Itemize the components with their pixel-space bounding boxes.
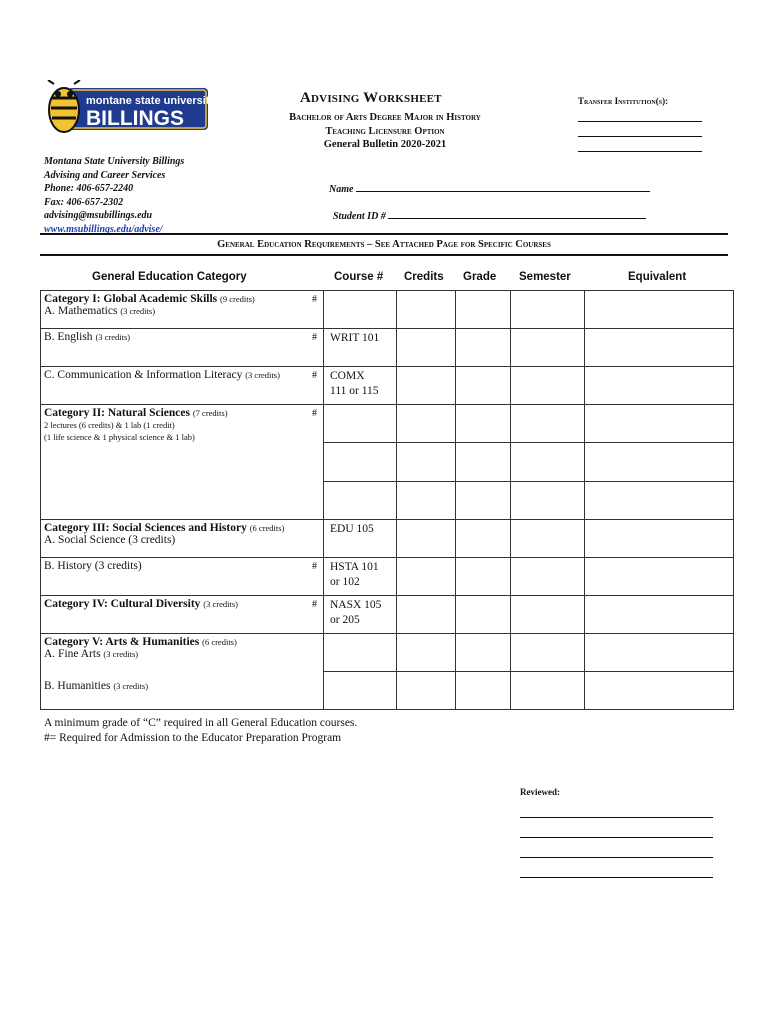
semester-cell[interactable] (511, 367, 585, 405)
grade-cell[interactable] (456, 596, 511, 634)
cat2-note-1: 2 lectures (6 credits) & 1 lab (1 credit) (44, 420, 175, 430)
transfer-line-2[interactable] (578, 136, 702, 137)
semester-cell[interactable] (511, 558, 585, 596)
cat5-b-label: B. Humanities (44, 679, 111, 692)
cat4-credits: (3 credits) (203, 599, 238, 609)
semester-cell[interactable] (511, 520, 585, 558)
equivalent-cell[interactable] (585, 482, 734, 520)
semester-cell[interactable] (511, 596, 585, 634)
cat5-a-label: A. Fine Arts (44, 648, 101, 660)
course-cell[interactable] (324, 405, 397, 443)
cat3-credits: (6 credits) (249, 523, 285, 533)
course-cell[interactable] (324, 558, 397, 596)
reviewed-line-1[interactable] (520, 817, 713, 818)
cat3-title: Category III: Social Sciences and History (44, 522, 247, 534)
grade-cell[interactable] (456, 482, 511, 520)
grade-cell[interactable] (456, 405, 511, 443)
cell-cat5-humanities (41, 672, 324, 710)
equivalent-cell[interactable] (585, 672, 734, 710)
student-id-input-line[interactable] (388, 208, 646, 219)
note-hash-legend: #= Required for Admission to the Educator Preparation Program (44, 732, 342, 744)
cat2-title: Category II: Natural Sciences (44, 407, 190, 419)
course-cell[interactable] (324, 634, 397, 672)
cell-cat4-diversity (41, 596, 324, 634)
table-row (41, 367, 734, 405)
col-header-grade: Grade (463, 271, 497, 283)
course-cell[interactable] (324, 291, 397, 329)
equivalent-cell[interactable] (585, 520, 734, 558)
equivalent-cell[interactable] (585, 367, 734, 405)
cat3-b-label: B. History (3 credits) (44, 560, 142, 572)
cat1-c-label: C. Communication & Information Literacy (44, 369, 243, 381)
course-code: WRIT 101 (330, 332, 380, 344)
required-hash: # (312, 408, 317, 419)
table-row (41, 558, 734, 596)
course-cell[interactable] (324, 367, 397, 405)
student-id-field (333, 208, 646, 222)
cat1-a-credits: (3 credits) (120, 306, 156, 316)
contact-block (44, 155, 184, 236)
cat5-b-credits: (3 credits) (113, 680, 149, 691)
col-header-credits: Credits (404, 271, 444, 283)
equivalent-cell[interactable] (585, 634, 734, 672)
reviewed-line-3[interactable] (520, 857, 713, 858)
required-hash: # (312, 332, 317, 343)
course-code: NASX 105 (330, 599, 382, 611)
equivalent-cell[interactable] (585, 291, 734, 329)
semester-cell[interactable] (511, 634, 585, 672)
student-id-label: Student ID # (333, 211, 386, 222)
table-row (41, 405, 734, 443)
table-row (41, 672, 734, 710)
credits-cell[interactable] (397, 482, 456, 520)
semester-cell[interactable] (511, 482, 585, 520)
cell-cat3-socsci (41, 520, 324, 558)
subtitle (254, 111, 516, 152)
contact-website-link[interactable]: www.msubillings.edu/advise/ (44, 223, 163, 235)
msu-billings-logo (46, 80, 210, 140)
cat5-credits: (6 credits) (202, 637, 237, 647)
course-code: COMX (330, 370, 365, 382)
credits-cell[interactable] (397, 558, 456, 596)
grade-cell[interactable] (456, 672, 511, 710)
cell-cat1-comm (41, 367, 324, 405)
subtitle-line-1: Bachelor of Arts Degree Major in History (289, 112, 481, 123)
required-hash: # (312, 561, 317, 572)
transfer-line-1[interactable] (578, 121, 702, 122)
cat1-a-label: A. Mathematics (44, 305, 118, 317)
table-row (41, 520, 734, 558)
grade-cell[interactable] (456, 634, 511, 672)
col-header-course: Course # (334, 271, 384, 283)
subtitle-line-3: General Bulletin 2020-2021 (323, 139, 447, 150)
contact-phone: Phone: 406-657-2240 (44, 183, 134, 194)
semester-cell[interactable] (511, 329, 585, 367)
col-header-semester: Semester (519, 271, 571, 283)
contact-dept: Advising and Career Services (44, 169, 166, 181)
name-field (329, 181, 650, 195)
credits-cell[interactable] (397, 291, 456, 329)
table-row (41, 596, 734, 634)
required-hash: # (312, 599, 317, 610)
equivalent-cell[interactable] (585, 596, 734, 634)
equivalent-cell[interactable] (585, 443, 734, 482)
grade-cell[interactable] (456, 367, 511, 405)
course-code-alt: 111 or 115 (330, 385, 379, 397)
cat1-c-credits: (3 credits) (245, 370, 280, 380)
equivalent-cell[interactable] (585, 405, 734, 443)
course-cell[interactable] (324, 520, 397, 558)
course-cell[interactable] (324, 329, 397, 367)
required-hash: # (312, 294, 317, 305)
cat1-b-credits: (3 credits) (95, 332, 131, 342)
credits-cell[interactable] (397, 596, 456, 634)
divider-top (40, 233, 728, 235)
subtitle-line-2: Teaching Licensure Option (325, 125, 445, 137)
grade-cell[interactable] (456, 558, 511, 596)
section-heading: General Education Requirements – See Attached Page for Specific Courses (217, 239, 551, 250)
semester-cell[interactable] (511, 443, 585, 482)
cat4-title: Category IV: Cultural Diversity (44, 598, 201, 610)
course-cell[interactable] (324, 443, 397, 482)
grade-cell[interactable] (456, 329, 511, 367)
cell-cat5-finearts (41, 634, 324, 672)
grade-cell[interactable] (456, 520, 511, 558)
col-header-equivalent: Equivalent (628, 271, 687, 283)
cell-cat1-english (41, 329, 324, 367)
course-cell[interactable] (324, 482, 397, 520)
table-row (41, 634, 734, 672)
page-title: Advising Worksheet (300, 90, 442, 106)
credits-cell[interactable] (397, 367, 456, 405)
contact-fax: Fax: 406-657-2302 (44, 196, 124, 208)
cell-cat2-natsci (41, 405, 324, 520)
grade-cell[interactable] (456, 443, 511, 482)
cat2-credits: (7 credits) (192, 408, 228, 418)
logo-text-top: montane state university (86, 95, 210, 107)
cat1-b-label: B. English (44, 331, 93, 343)
grade-cell[interactable] (456, 291, 511, 329)
transfer-line-3[interactable] (578, 151, 702, 152)
cat2-note-2: (1 life science & 1 physical science & 1 lab) (44, 432, 195, 442)
name-label: Name (329, 184, 354, 195)
cat1-credits: (9 credits) (220, 294, 255, 304)
credits-cell[interactable] (397, 329, 456, 367)
contact-email: advising@msubillings.edu (44, 210, 153, 221)
reviewed-line-4[interactable] (520, 877, 713, 878)
requirements-table (40, 290, 734, 710)
credits-cell[interactable] (397, 520, 456, 558)
table-row (41, 291, 734, 329)
course-cell[interactable] (324, 596, 397, 634)
course-cell[interactable] (324, 672, 397, 710)
semester-cell[interactable] (511, 291, 585, 329)
equivalent-cell[interactable] (585, 329, 734, 367)
cell-cat1-math (41, 291, 324, 329)
course-code-alt: or 102 (330, 576, 360, 588)
semester-cell[interactable] (511, 672, 585, 710)
credits-cell[interactable] (397, 405, 456, 443)
note-min-grade: A minimum grade of “C” required in all General Education courses. (44, 717, 358, 729)
yellowjacket-mascot-icon (48, 80, 80, 132)
credits-cell[interactable] (397, 443, 456, 482)
semester-cell[interactable] (511, 405, 585, 443)
logo-text-bottom: BILLINGS (86, 107, 184, 130)
equivalent-cell[interactable] (585, 558, 734, 596)
cat5-a-credits: (3 credits) (103, 649, 139, 659)
notes (44, 716, 357, 746)
reviewed-line-2[interactable] (520, 837, 713, 838)
cell-cat3-history (41, 558, 324, 596)
col-header-category: General Education Category (92, 271, 247, 283)
cat3-a-label: A. Social Science (3 credits) (44, 534, 176, 546)
course-code: HSTA 101 (330, 561, 379, 573)
reviewed-label: Reviewed: (520, 787, 560, 797)
divider-bottom (40, 254, 728, 256)
credits-cell[interactable] (397, 672, 456, 710)
credits-cell[interactable] (397, 634, 456, 672)
course-code: EDU 105 (330, 523, 374, 535)
required-hash: # (312, 370, 317, 381)
course-code-alt: or 205 (330, 614, 360, 626)
cat1-title: Category I: Global Academic Skills (44, 293, 218, 305)
transfer-institution-label: Transfer Institution(s): (578, 96, 669, 106)
cat5-title: Category V: Arts & Humanities (44, 636, 200, 648)
contact-org: Montana State University Billings (44, 156, 185, 167)
name-input-line[interactable] (356, 181, 650, 192)
table-row (41, 329, 734, 367)
